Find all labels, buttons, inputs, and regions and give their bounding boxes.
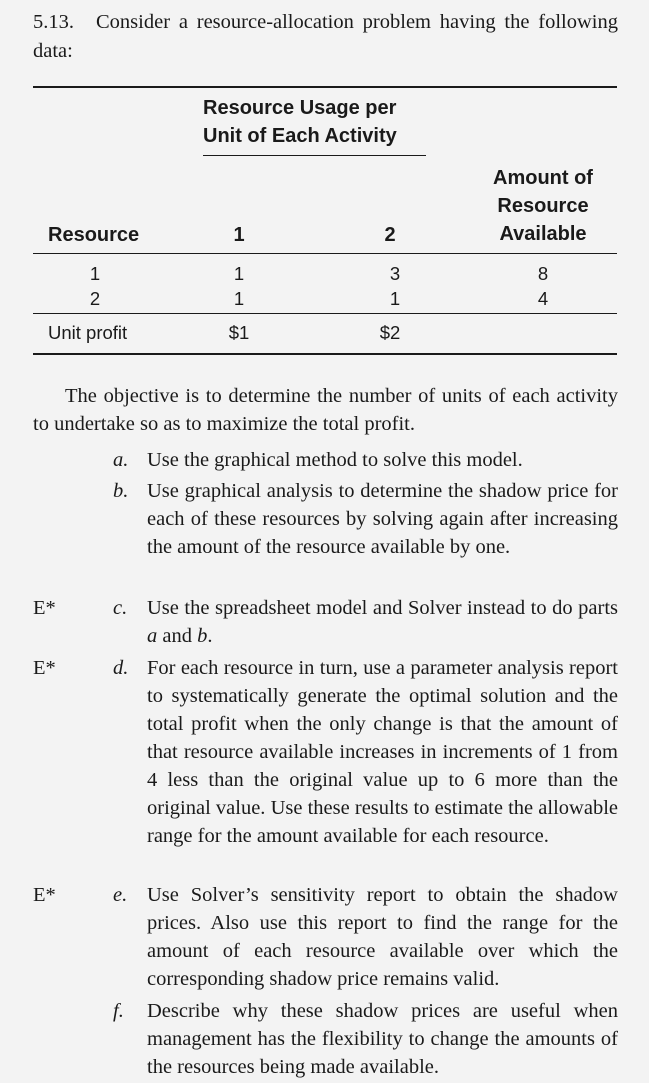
problem-intro [33, 8, 618, 66]
part-text: Describe why these shadow prices are useful when management has the flexibility to change the amounts of the resources being made available. [147, 1000, 618, 1078]
profit-top-rule [33, 313, 617, 314]
activity-1-header: 1 [233, 224, 245, 246]
table-cell: 1 [89, 263, 101, 284]
table-cell: 2 [89, 288, 101, 309]
part-letter: e. [113, 884, 128, 906]
problem-number: 5.13. [33, 11, 74, 33]
activity-2-header: 2 [384, 224, 396, 246]
objective-text: The objective is to determine the number of units of each activity to undertake so as to maximize the total profit. [33, 385, 618, 435]
exercise-mark: E* [33, 597, 56, 619]
problem-intro-text: Consider a resource-allocation problem having the following data: [33, 11, 618, 62]
exercise-mark: E* [33, 884, 56, 906]
part-text: Use graphical analysis to determine the shadow price for each of these resources by solving again after increasing the amount of the resource available by one. [147, 480, 618, 558]
profit-a1: $1 [228, 322, 250, 343]
profit-label: Unit profit [48, 322, 128, 343]
table-cell: 4 [537, 288, 549, 309]
table-bottom-rule [33, 353, 617, 355]
table-top-rule [33, 86, 617, 88]
part-letter: a. [113, 449, 129, 471]
table-cell: 1 [389, 288, 401, 309]
part-text: Use the spreadsheet model and Solver instead to do parts a and b. [147, 597, 618, 647]
header-bottom-rule [33, 253, 617, 254]
part-text: Use Solver’s sensitivity report to obtain the shadow prices. Also use this report to find the range for the amount of each resource available over which the corresponding shadow price remains valid. [147, 884, 618, 990]
part-letter: b. [113, 480, 129, 502]
table-cell: 1 [233, 288, 245, 309]
available-header: Amount of Resource Available [493, 167, 593, 245]
table-cell: 3 [389, 263, 401, 284]
resource-header: Resource [48, 224, 140, 246]
group-header: Resource Usage per Unit of Each Activity [203, 97, 397, 147]
part-letter: f. [113, 1000, 124, 1022]
exercise-mark: E* [33, 657, 56, 679]
part-letter: d. [113, 657, 129, 679]
part-letter: c. [113, 597, 128, 619]
part-text: For each resource in turn, use a parameter analysis report to systematically generate the optimal solution and the total profit when the only change is that the amount of that resource available increases in increments of 1 from 4 less than the original value up to 6 more than the original value. Use these results to estimate the allowable range for the amount available for each resource. [147, 657, 618, 847]
part-text: Use the graphical method to solve this model. [147, 449, 523, 471]
table-cell: 8 [537, 263, 549, 284]
profit-a2: $2 [379, 322, 401, 343]
table-cell: 1 [233, 263, 245, 284]
group-header-rule [203, 155, 426, 156]
